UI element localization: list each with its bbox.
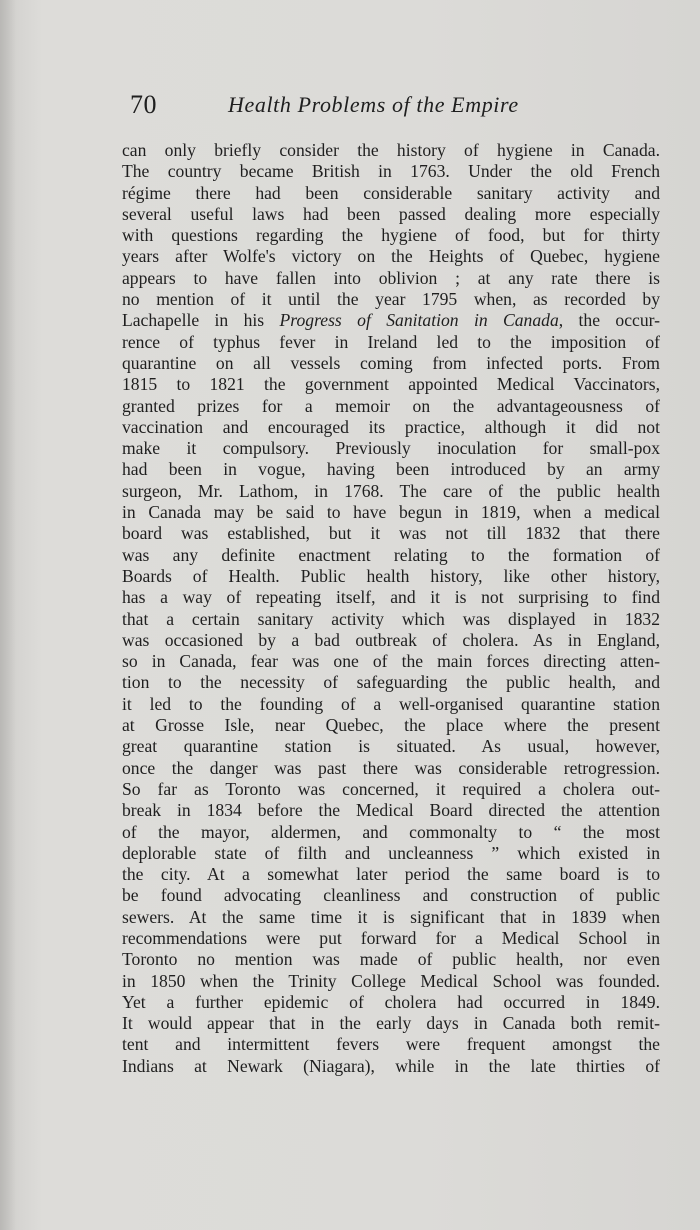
text-line: quarantine on all vessels coming from infected ports. From bbox=[122, 352, 660, 373]
text-line: surgeon, Mr. Lathom, in 1768. The care of the public health bbox=[122, 480, 660, 501]
text-line: Toronto no mention was made of public health, nor even bbox=[122, 949, 660, 970]
text-line: appears to have fallen into oblivion ; at any rate there is bbox=[122, 267, 660, 288]
text-line: in 1850 when the Trinity College Medical School was founded. bbox=[122, 970, 660, 991]
page-edge-shadow bbox=[0, 0, 16, 1230]
text-line: Indians at Newark (Niagara), while in the late thirties of bbox=[122, 1055, 660, 1076]
text-line: was any definite enactment relating to the formation of bbox=[122, 544, 660, 565]
text-line: recommendations were put forward for a Medical School in bbox=[122, 927, 660, 948]
text-line: that a certain sanitary activity which was displayed in 1832 bbox=[122, 608, 660, 629]
text-line: deplorable state of filth and uncleanness ” which existed in bbox=[122, 842, 660, 863]
text-line: vaccination and encouraged its practice, although it did not bbox=[122, 416, 660, 437]
text-line: The country became British in 1763. Under the old French bbox=[122, 161, 660, 182]
text-line: 1815 to 1821 the government appointed Medical Vaccinators, bbox=[122, 374, 660, 395]
text-line: it led to the founding of a well-organised quarantine station bbox=[122, 693, 660, 714]
text-line: several useful laws had been passed dealing more especially bbox=[122, 203, 660, 224]
text-line: of the mayor, aldermen, and commonalty to “ the most bbox=[122, 821, 660, 842]
text-line: sewers. At the same time it is significant that in 1839 when bbox=[122, 906, 660, 927]
text-line: board was established, but it was not till 1832 that there bbox=[122, 523, 660, 544]
text-line: once the danger was past there was considerable retrogression. bbox=[122, 757, 660, 778]
text-line: rence of typhus fever in Ireland led to the imposition of bbox=[122, 331, 660, 352]
text-line: can only briefly consider the history of hygiene in Canada. bbox=[122, 140, 660, 160]
running-title: Health Problems of the Empire bbox=[228, 92, 519, 117]
text-line: with questions regarding the hygiene of food, but for thirty bbox=[122, 225, 660, 246]
text-line: so in Canada, fear was one of the main forces directing atten- bbox=[122, 651, 660, 672]
page-header bbox=[130, 90, 670, 130]
text-line: had been in vogue, having been introduced by an army bbox=[122, 459, 660, 480]
text-line-with-italic-title: Lachapelle in his Progress of Sanitation in Canada, the occur- bbox=[122, 310, 660, 331]
text-line: be found advocating cleanliness and construction of public bbox=[122, 885, 660, 906]
text-line: régime there had been considerable sanitary activity and bbox=[122, 182, 660, 203]
page-number: 70 bbox=[130, 90, 157, 119]
text-line: tent and intermittent fevers were frequent amongst the bbox=[122, 1034, 660, 1055]
text-line: Yet a further epidemic of cholera had occurred in 1849. bbox=[122, 991, 660, 1012]
book-title: Progress of Sanitation in Canada bbox=[279, 310, 559, 331]
text-line: has a way of repeating itself, and it is not surprising to find bbox=[122, 587, 660, 608]
text-line: no mention of it until the year 1795 when, as recorded by bbox=[122, 289, 660, 310]
text-line: break in 1834 before the Medical Board directed the attention bbox=[122, 800, 660, 821]
text-line: make it compulsory. Previously inoculation for small-pox bbox=[122, 438, 660, 459]
text-line: granted prizes for a memoir on the advantageousness of bbox=[122, 395, 660, 416]
text-line: was occasioned by a bad outbreak of cholera. As in England, bbox=[122, 629, 660, 650]
text-line: at Grosse Isle, near Quebec, the place where the present bbox=[122, 715, 660, 736]
text-line: the city. At a somewhat later period the same board is to bbox=[122, 864, 660, 885]
text-line: great quarantine station is situated. As usual, however, bbox=[122, 736, 660, 757]
text-line: years after Wolfe's victory on the Heights of Quebec, hygiene bbox=[122, 246, 660, 267]
text-line: tion to the necessity of safeguarding the public health, and bbox=[122, 672, 660, 693]
text-line: It would appear that in the early days in Canada both remit- bbox=[122, 1013, 660, 1034]
text-line: in Canada may be said to have begun in 1819, when a medical bbox=[122, 502, 660, 523]
text-line: So far as Toronto was concerned, it required a cholera out- bbox=[122, 778, 660, 799]
body-text bbox=[122, 140, 660, 1077]
text-line: Boards of Health. Public health history, like other history, bbox=[122, 565, 660, 586]
